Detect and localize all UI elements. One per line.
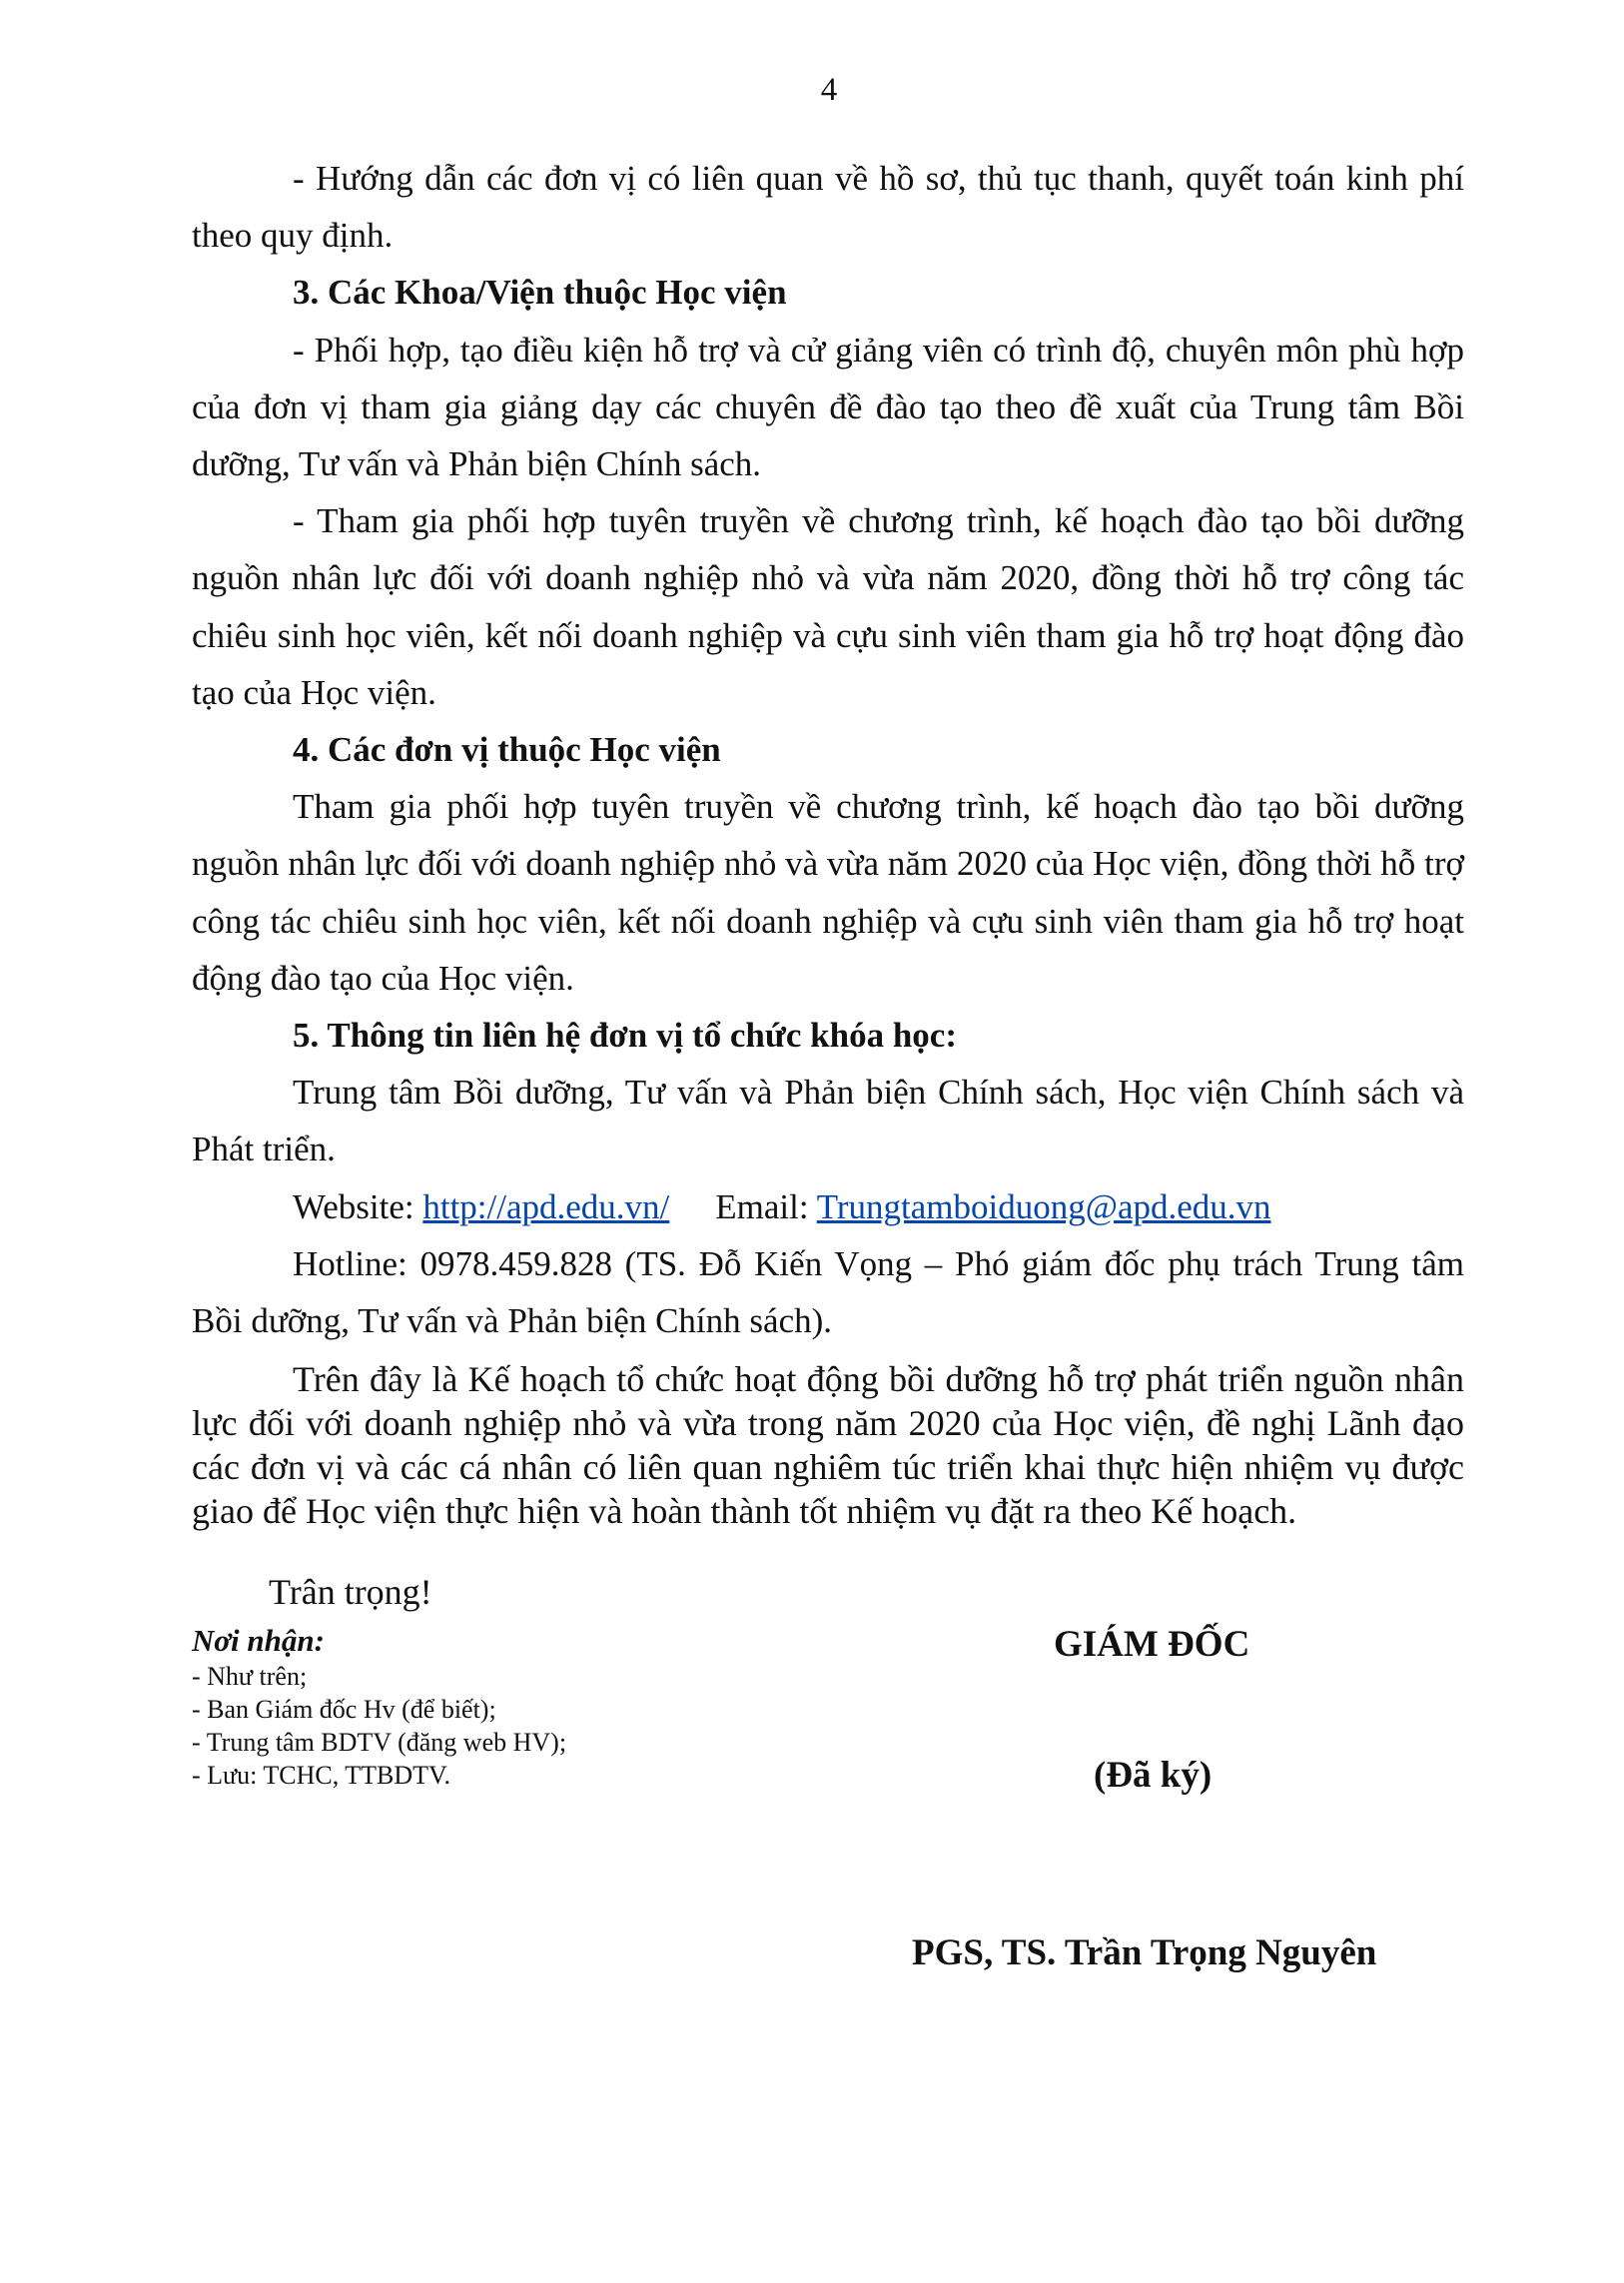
recipient-item: - Lưu: TCHC, TTBDTV. — [192, 1761, 450, 1790]
section-heading: 5. Thông tin liên hệ đơn vị tổ chức khóa học: — [293, 1016, 957, 1056]
conclusion-paragraph: Trên đây là Kế hoạch tổ chức hoạt động bồi dưỡng hỗ trợ phát triển nguồn nhân lực đối với doanh nghiệp nhỏ và vừa trong năm 2020 của Học viện, đề nghị Lãnh đạo các đơn vị và các cá nhân có liên quan nghiêm túc triển khai thực hiện nhiệm vụ được giao để Học viện thực hiện và hoàn thành tốt nhiệm vụ đặt ra theo Kế hoạch. — [192, 1359, 1464, 1532]
recipients-block — [192, 1622, 751, 1792]
website-label: Website: — [293, 1186, 423, 1226]
paragraph: - Tham gia phối hợp tuyên truyền về chương trình, kế hoạch đào tạo bồi dưỡng nguồn nhân lực đối với doanh nghiệp nhỏ và vừa năm 2020, đồng thời hỗ trợ công tác chiêu sinh học viên, kết nối doanh nghiệp và cựu sinh viên tham gia hỗ trợ hoạt động đào tạo của Học viện. — [192, 501, 1464, 712]
paragraph: Trung tâm Bồi dưỡng, Tư vấn và Phản biện Chính sách, Học viện Chính sách và Phát triển. — [192, 1073, 1464, 1169]
hotline: Hotline: 0978.459.828 (TS. Đỗ Kiến Vọng – Phó giám đốc phụ trách Trung tâm Bồi dưỡng, Tư vấn và Phản biện Chính sách). — [192, 1243, 1464, 1341]
contact-line — [192, 1178, 1464, 1235]
signer-title: GIÁM ĐỐC — [1054, 1624, 1250, 1665]
email-label: Email: — [715, 1186, 817, 1226]
recipient-item: - Như trên; — [192, 1662, 308, 1691]
recipient-item: - Trung tâm BDTV (đăng web HV); — [192, 1728, 567, 1757]
section-heading: 3. Các Khoa/Viện thuộc Học viện — [293, 273, 787, 313]
section-heading: 4. Các đơn vị thuộc Học viện — [293, 730, 721, 770]
page-number: 4 — [820, 72, 838, 108]
paragraph: - Hướng dẫn các đơn vị có liên quan về hồ sơ, thủ tục thanh, quyết toán kinh phí theo quy định. — [192, 159, 1464, 256]
document-body — [192, 150, 1464, 1615]
website-link[interactable]: http://apd.edu.vn/ — [422, 1186, 670, 1226]
paragraph: Tham gia phối hợp tuyên truyền về chương trình, kế hoạch đào tạo bồi dưỡng nguồn nhân lực đối với doanh nghiệp nhỏ và vừa năm 2020 của Học viện, đồng thời hỗ trợ công tác chiêu sinh học viên, kết nối doanh nghiệp và cựu sinh viên tham gia hỗ trợ hoạt động đào tạo của Học viện. — [192, 787, 1464, 998]
closing-greeting: Trân trọng! — [269, 1572, 432, 1613]
paragraph: - Phối hợp, tạo điều kiện hỗ trợ và cử giảng viên có trình độ, chuyên môn phù hợp của đơn vị tham gia giảng dạy các chuyên đề đào tạo theo đề xuất của Trung tâm Bồi dưỡng, Tư vấn và Phản biện Chính sách. — [192, 330, 1464, 484]
signer-name: PGS, TS. Trần Trọng Nguyên — [912, 1932, 1377, 1973]
signed-note: (Đã ký) — [1094, 1755, 1213, 1796]
recipient-item: - Ban Giám đốc Hv (để biết); — [192, 1695, 496, 1724]
email-link[interactable]: Trungtamboiduong@apd.edu.vn — [816, 1186, 1271, 1226]
recipients-title: Nơi nhận: — [192, 1623, 325, 1658]
